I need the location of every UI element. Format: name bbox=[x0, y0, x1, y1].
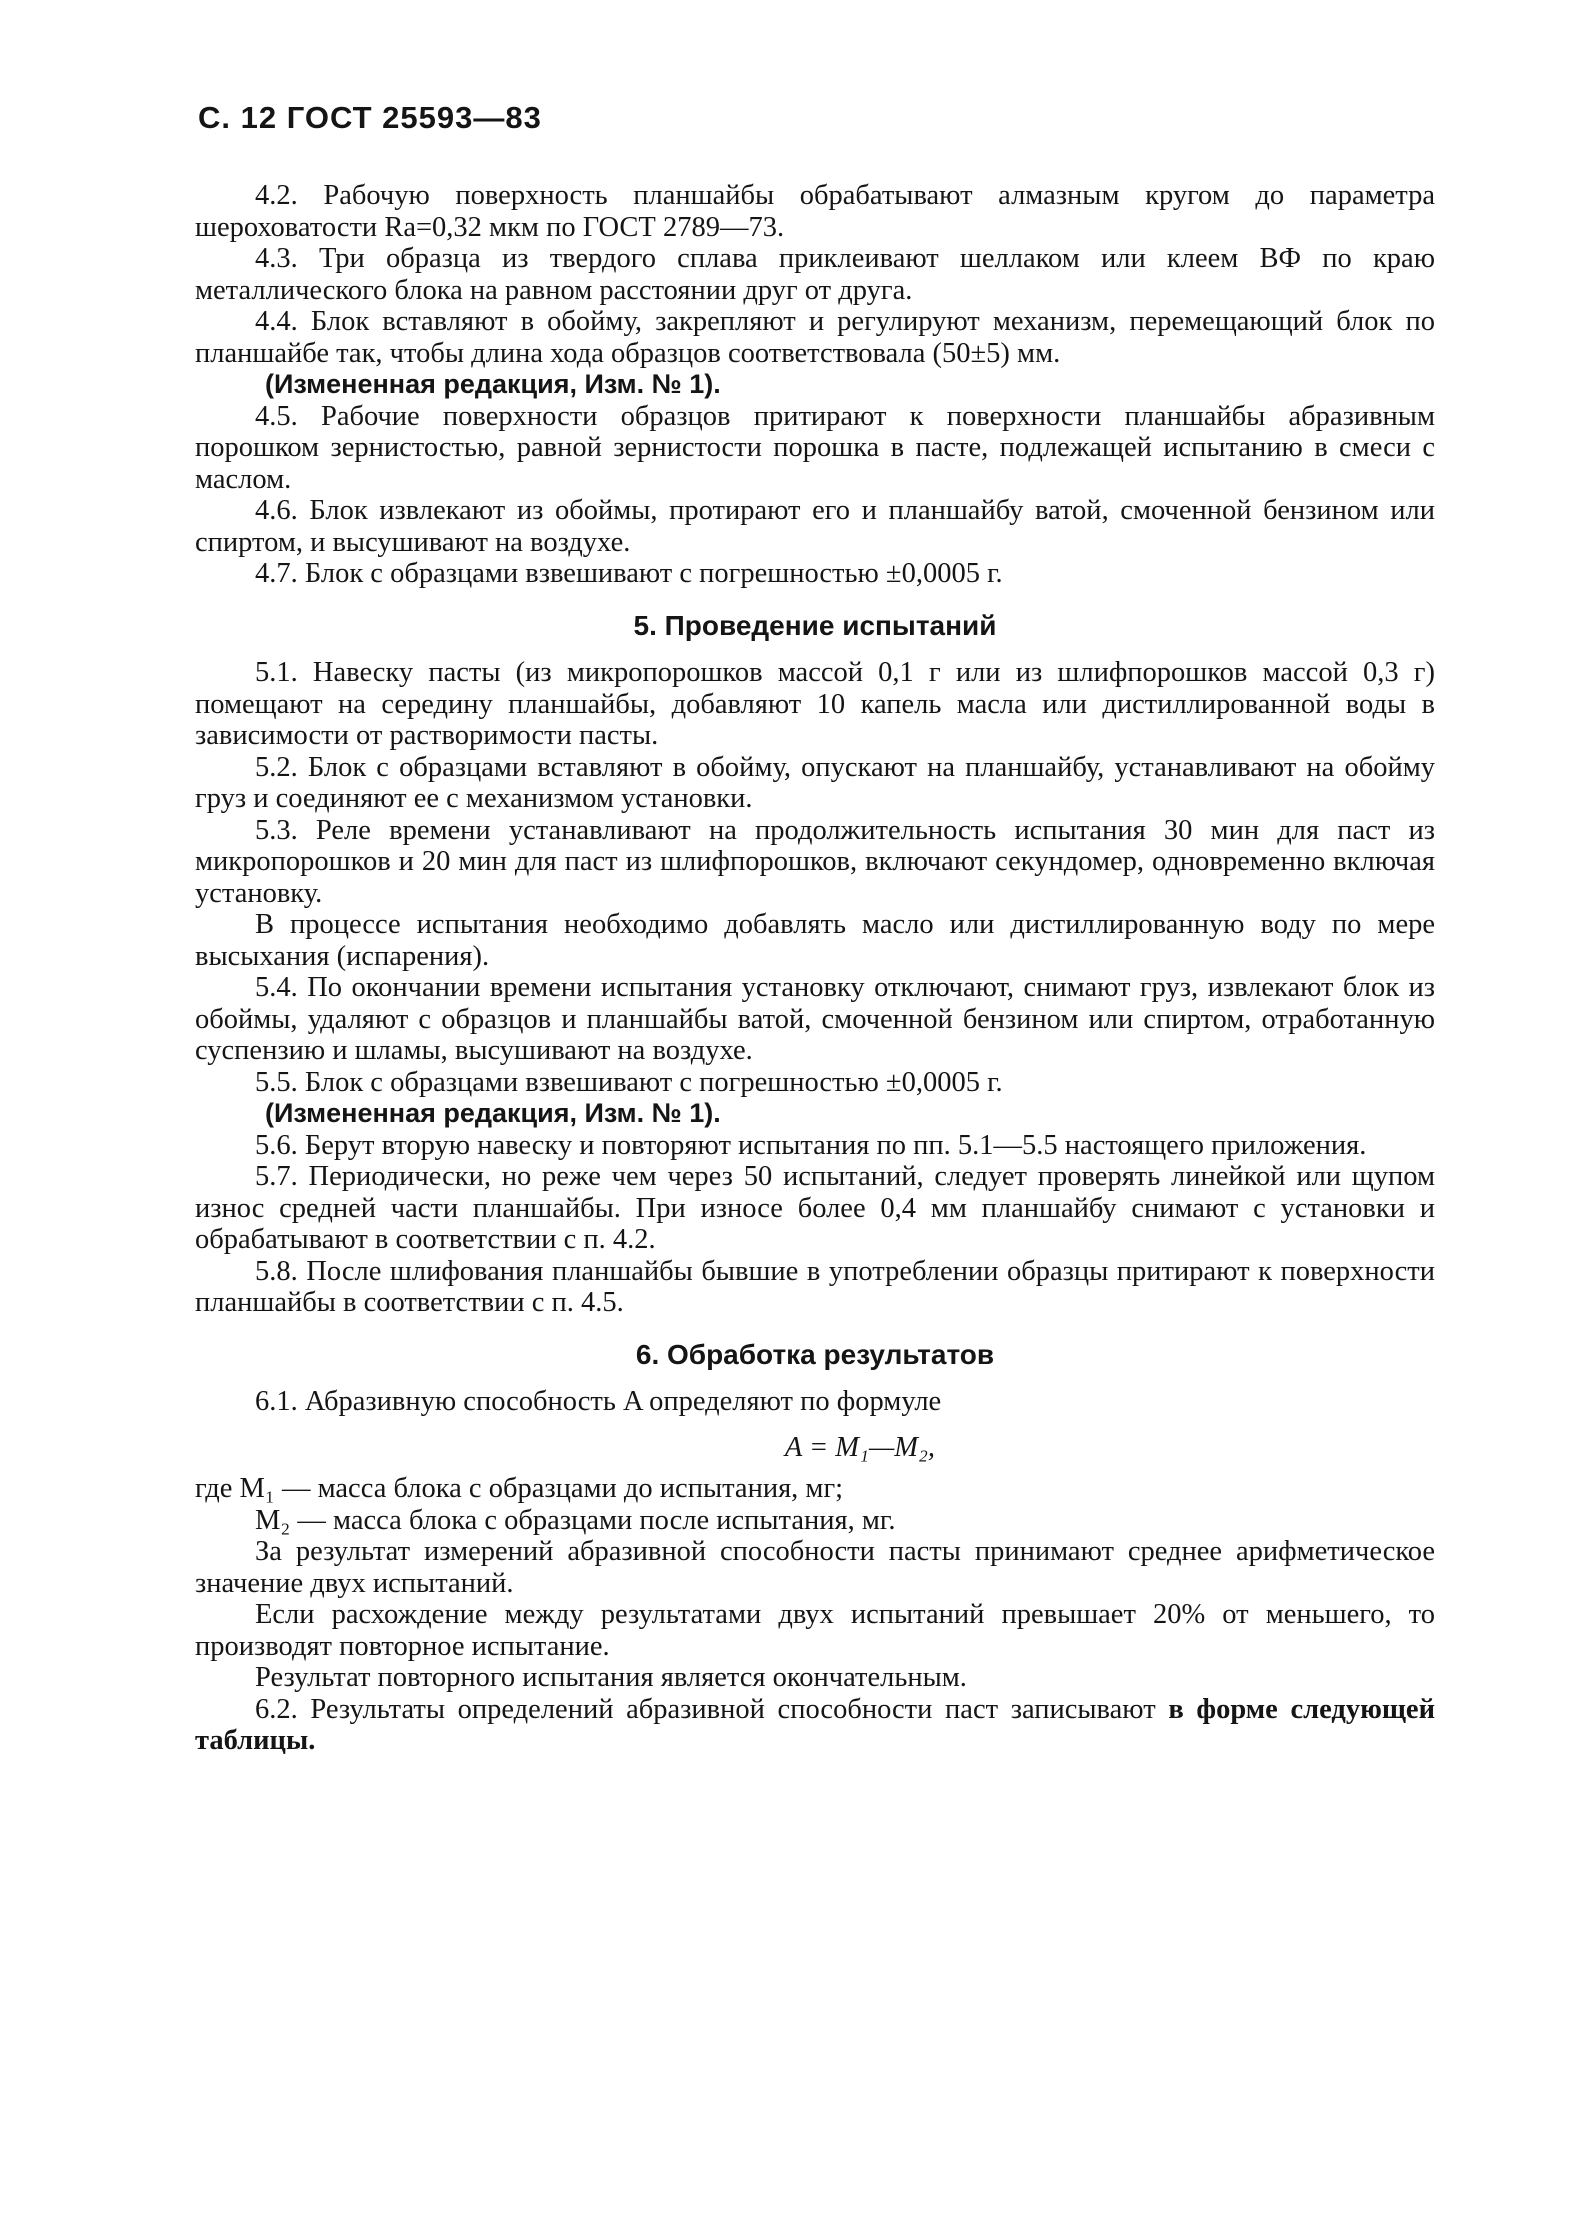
section-heading-6: 6. Обработка результатов bbox=[635, 1338, 995, 1370]
page-header: С. 12 ГОСТ 25593—83 bbox=[198, 100, 542, 135]
paragraph-5-6: 5.6. Берут вторую навеску и повторяют испытания по пп. 5.1—5.5 настоящего приложения. bbox=[255, 1129, 1367, 1161]
paragraph-6-1-result: За результат измерений абразивной способности пасты принимают среднее арифметическое значение двух испытаний. bbox=[195, 1536, 1435, 1599]
paragraph-4-6: 4.6. Блок извлекают из обоймы, протирают его и планшайбу ватой, смоченной бензином или спиртом, и высушивают на воздухе. bbox=[195, 495, 1435, 558]
formula-legend-m2: M₂ — масса блока с образцами после испытания, мг. bbox=[255, 1504, 896, 1536]
paragraph-6-1-discrepancy: Если расхождение между результатами двух испытаний превышает 20% от меньшего, то производят повторное испытание. bbox=[195, 1599, 1435, 1662]
paragraph-6-1: 6.1. Абразивную способность A определяют по формуле bbox=[255, 1386, 942, 1417]
paragraph-5-4: 5.4. По окончании времени испытания установку отключают, снимают груз, извлекают блок из обоймы, удаляют с образцов и планшайбы ватой, смоченной бензином или спиртом, отработанную суспензию и шламы, высушивают на воздухе. bbox=[195, 972, 1435, 1066]
document-body bbox=[195, 180, 1435, 1757]
formula-legend-m1: где M₁ — масса блока с образцами до испытания, мг; bbox=[195, 1473, 844, 1504]
paragraph-4-2: 4.2. Рабочую поверхность планшайбы обрабатывают алмазным кругом до параметра шероховатости Ra=0,32 мкм по ГОСТ 2789—73. bbox=[195, 180, 1435, 243]
paragraph-6-1-final: Результат повторного испытания является окончательным. bbox=[255, 1662, 967, 1693]
section-heading-5: 5. Проведение испытаний bbox=[633, 609, 997, 641]
paragraph-5-7: 5.7. Периодически, но реже чем через 50 испытаний, следует проверять линейкой или щупом износ средней части планшайбы. При износе более 0,4 мм планшайбу снимают с установки и обрабатывают в соответствии с п. 4.2. bbox=[195, 1161, 1435, 1255]
paragraph-6-2-bold-text: в форме следующей таблицы. bbox=[195, 1693, 1435, 1756]
paragraph-5-3: 5.3. Реле времени устанавливают на продолжительность испытания 30 мин для паст из микропорошков и 20 мин для паст из шлифпорошков, включают секундомер, одновременно включая установку. bbox=[195, 814, 1435, 909]
paragraph-5-3-note: В процессе испытания необходимо добавлять масло или дистиллированную воду по мере высыхания (испарения). bbox=[195, 909, 1435, 972]
paragraph-5-2: 5.2. Блок с образцами вставляют в обойму, опускают на планшайбу, устанавливают на обойму груз и соединяют ее с механизмом установки. bbox=[195, 751, 1435, 814]
paragraph-6-2-text: 6.2. Результаты определений абразивной способности паст записывают bbox=[255, 1693, 1169, 1725]
paragraph-4-4: 4.4. Блок вставляют в обойму, закрепляют и регулируют механизм, перемещающий блок по планшайбе так, чтобы длина хода образцов соответствовала (50±5) мм. bbox=[195, 306, 1435, 369]
amendment-note: (Измененная редакция, Изм. № 1). bbox=[265, 369, 721, 399]
paragraph-4-3: 4.3. Три образца из твердого сплава приклеивают шеллаком или клеем ВФ по краю металлического блока на равном расстоянии друг от друга. bbox=[195, 243, 1435, 306]
paragraph-5-8: 5.8. После шлифования планшайбы бывшие в употреблении образцы притирают к поверхности планшайбы в соответствии с п. 4.5. bbox=[195, 1255, 1435, 1318]
paragraph-4-7: 4.7. Блок с образцами взвешивают с погрешностью ±0,0005 г. bbox=[255, 558, 1003, 589]
paragraph-6-2 bbox=[195, 1694, 1435, 1757]
formula: A = M₁—M₂, bbox=[784, 1431, 936, 1463]
amendment-note: (Измененная редакция, Изм. № 1). bbox=[265, 1098, 721, 1128]
paragraph-5-5: 5.5. Блок с образцами взвешивают с погрешностью ±0,0005 г. bbox=[255, 1066, 1003, 1098]
paragraph-4-5: 4.5. Рабочие поверхности образцов притирают к поверхности планшайбы абразивным порошком зернистостью, равной зернистости порошка в пасте, подлежащей испытанию в смеси с маслом. bbox=[195, 400, 1435, 495]
paragraph-5-1: 5.1. Навеску пасты (из микропорошков массой 0,1 г или из шлифпорошков массой 0,3 г) помещают на середину планшайбы, добавляют 10 капель масла или дистиллированной воды в зависимости от растворимости пасты. bbox=[195, 657, 1435, 751]
